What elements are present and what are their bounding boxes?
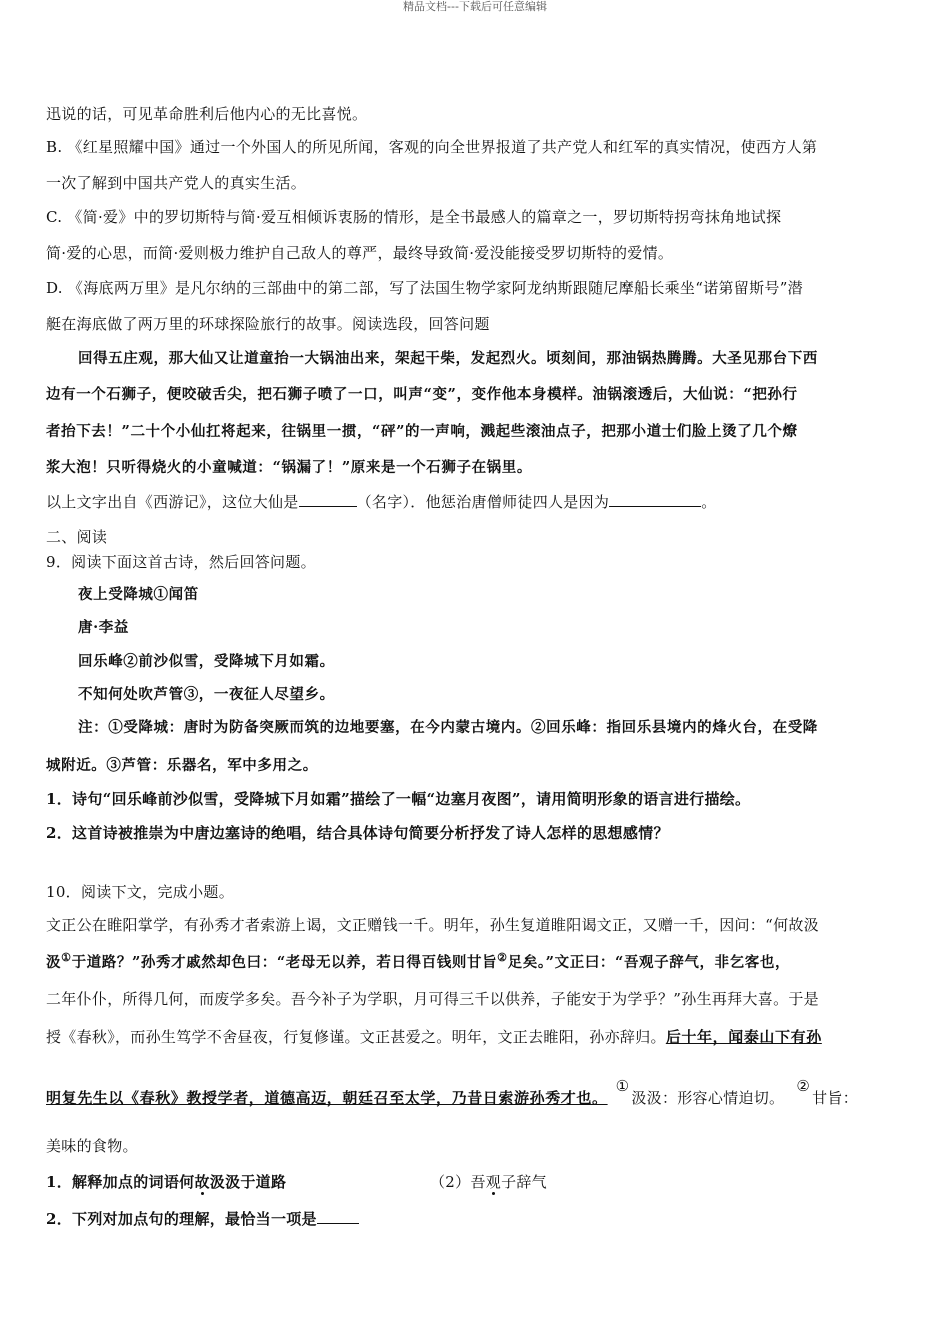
poem-line: 回乐峰②前沙似雪，受降城下月如霜。	[78, 653, 335, 670]
question-text: 2．下列对加点句的理解，最恰当一项是	[46, 1210, 317, 1228]
footnote-text: 甘旨：	[812, 1089, 859, 1107]
answer-blank-name[interactable]	[299, 492, 357, 507]
question-9-2: 2．这首诗被推崇为中唐边塞诗的绝唱，结合具体诗句简要分析抒发了诗人怎样的思想感情？	[46, 824, 669, 842]
question-text: （名字）．他惩治唐僧师徒四人是因为	[356, 493, 610, 511]
question-text: 子辞气	[501, 1173, 547, 1191]
question-text: 。	[701, 493, 717, 511]
classical-text-line: 二年仆仆，所得几何，而废学多矣。吾今补子为学职，月可得三千以供养，子能安于为学乎？”孙生再拜大喜。于是	[46, 990, 819, 1008]
classical-text-line	[46, 1077, 859, 1108]
footnote-text: 汲汲：形容心情迫切。	[631, 1089, 785, 1107]
option-d-line: D. 《海底两万里》是凡尔纳的三部曲中的第二部，写了法国生物学家阿龙纳斯跟随尼摩船长乘坐“诺第留斯号”潜	[46, 279, 803, 297]
question-10-2	[46, 1209, 359, 1229]
poem-line: 不知何处吹芦管③，一夜征人尽望乡。	[78, 686, 335, 703]
question-10-1-part2	[430, 1172, 547, 1192]
option-b-line: B. 《红星照耀中国》通过一个外国人的所见所闻，客观的向全世界报道了共产党人和红军的真实情况，使西方人第	[46, 138, 818, 156]
poem-note: 注：①受降城：唐时为防备突厥而筑的边地要塞，在今内蒙古境内。②回乐峰：指回乐县境内的烽火台，在受降	[78, 719, 818, 736]
excerpt-line: 者抬下去！”二十个小仙扛将起来，往锅里一掼，“砰”的一声响，溅起些滚油点子，把那小道士们脸上烫了几个燎	[46, 423, 798, 440]
footnote-mark: ①	[615, 1077, 630, 1095]
question-text: 汲汲于道路	[209, 1173, 287, 1191]
dotted-word: 故	[194, 1173, 210, 1191]
question-10-heading: 10．阅读下文，完成小题。	[46, 883, 234, 901]
question-text: 以上文字出自《西游记》，这位大仙是	[46, 493, 299, 511]
footnote-line: 美味的食物。	[46, 1137, 138, 1155]
text-line: 一次了解到中国共产党人的真实生活。	[46, 174, 307, 192]
question-8-line	[46, 492, 717, 512]
text-line: 迅说的话，可见革命胜利后他内心的无比喜悦。	[46, 105, 368, 123]
excerpt-line: 回得五庄观，那大仙又让道童抬一大锅油出来，架起干柴，发起烈火。顷刻间，那油锅热腾腾。大圣见那台下西	[78, 350, 818, 367]
text-span: 于道路？”孙秀才戚然却色曰：“老母无以养，若日得百钱则甘旨	[71, 954, 498, 971]
text-span: 授《春秋》，而孙生笃学不舍昼夜，行复修谨。文正甚爱之。明年，文正去睢阳，孙亦辞归。	[46, 1028, 666, 1046]
footnote-mark: ②	[497, 951, 508, 965]
option-c-line: C. 《简·爱》中的罗切斯特与简·爱互相倾诉衷肠的情形，是全书最感人的篇章之一，罗切斯特拐弯抹角地试探	[46, 208, 782, 226]
question-10-1	[46, 1172, 286, 1192]
section-heading: 二、阅读	[46, 528, 108, 546]
excerpt-line: 边有一个石狮子，便咬破舌尖，把石狮子喷了一口，叫声“变”，变作他本身模样。油锅滚透后，大仙说：“把孙行	[46, 386, 798, 403]
page-header: 精品文档---下载后可任意编辑	[403, 0, 547, 13]
question-9-heading: 9．阅读下面这首古诗，然后回答问题。	[46, 553, 316, 571]
underlined-sentence: 明复先生以《春秋》教授学者，道德高迈，朝廷召至太学，乃昔日索游孙秀才也。	[46, 1089, 608, 1107]
answer-blank-reason[interactable]	[609, 492, 701, 507]
question-text: 1．解释加点的词语何	[46, 1173, 195, 1191]
text-span: 足矣。”文正曰：“吾观子辞气，非乞客也，	[507, 954, 791, 971]
classical-text-line: 文正公在睢阳掌学，有孙秀才者索游上谒，文正赠钱一千。明年，孙生复道睢阳谒文正，又赠一千，因问：“何故汲	[46, 916, 819, 934]
footnote-mark: ①	[61, 951, 72, 965]
excerpt-line: 浆大泡！只听得烧火的小童喊道：“锅漏了！”原来是一个石狮子在锅里。	[46, 459, 532, 476]
classical-text-line	[46, 1027, 822, 1047]
poem-author: 唐·李益	[78, 619, 129, 636]
poem-note: 城附近。③芦管：乐器名，军中多用之。	[46, 757, 318, 774]
text-line: 艇在海底做了两万里的环球探险旅行的故事。阅读选段，回答问题	[46, 315, 490, 333]
question-9-1: 1．诗句“回乐峰前沙似雪，受降城下月如霜”描绘了一幅“边塞月夜图”，请用简明形象的语言进行描绘。	[46, 790, 751, 808]
footnote-mark: ②	[796, 1077, 811, 1095]
classical-text-line	[46, 953, 790, 973]
answer-blank[interactable]	[317, 1209, 359, 1224]
underlined-sentence: 后十年，闻泰山下有孙	[665, 1028, 822, 1046]
question-text: （2）吾	[430, 1173, 486, 1191]
text-span: 汲	[46, 954, 62, 971]
text-line: 简·爱的心思，而简·爱则极力维护自己敌人的尊严，最终导致简·爱没能接受罗切斯特的爱情。	[46, 244, 674, 262]
dotted-word: 观	[485, 1173, 502, 1191]
poem-title: 夜上受降城①闻笛	[78, 586, 199, 603]
